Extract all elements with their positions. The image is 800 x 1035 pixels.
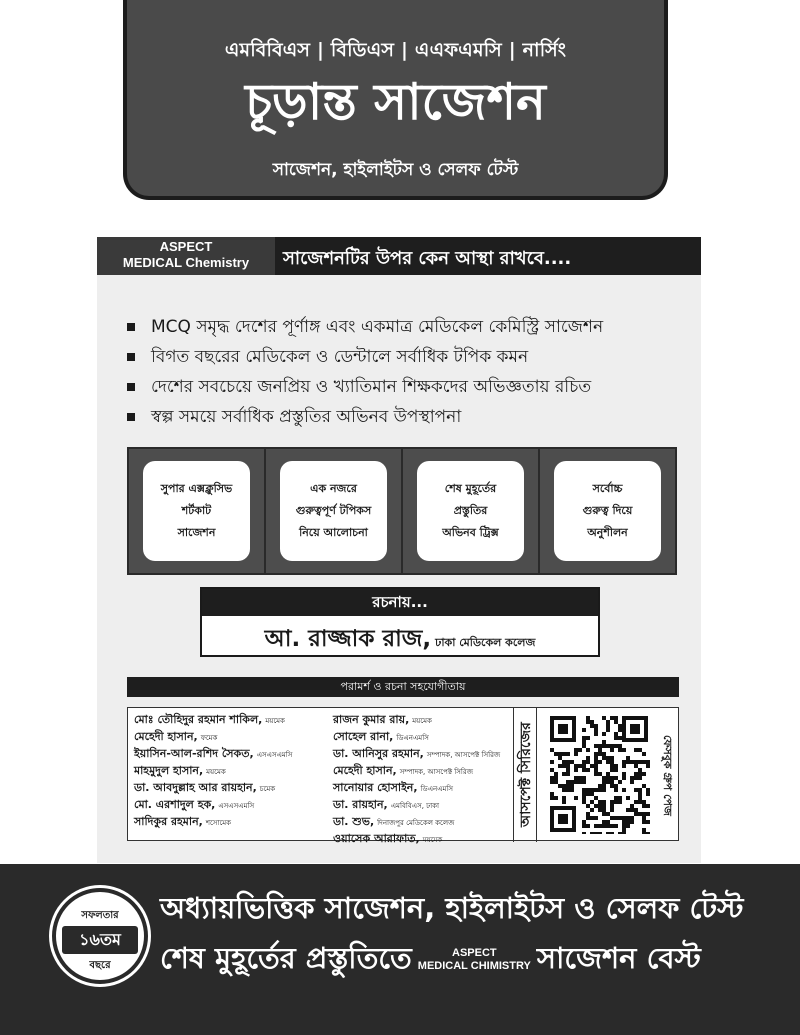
collaborator bbox=[333, 763, 500, 780]
collaborator-name: সোহেল রানা, bbox=[333, 730, 394, 743]
inline-brand-line-1: ASPECT bbox=[452, 947, 497, 959]
collaborator-name: রাজন কুমার রায়, bbox=[333, 713, 410, 726]
collaborator-role: এমবিবিএস, ঢাকা bbox=[390, 802, 440, 810]
collaborator-role: ময়মেক bbox=[265, 717, 285, 725]
collaborators-box bbox=[127, 707, 679, 845]
card-line: সুপার এক্সক্লুসিভ bbox=[160, 482, 233, 495]
collaborator bbox=[333, 797, 500, 814]
feature-item bbox=[127, 312, 687, 342]
highlight-cell bbox=[266, 449, 403, 573]
square-bullet-icon bbox=[127, 323, 135, 331]
collaborator bbox=[333, 746, 500, 763]
author-name: আ. রাজ্জাক রাজ, bbox=[264, 626, 432, 652]
collaborator bbox=[333, 780, 500, 797]
top-banner bbox=[123, 0, 668, 200]
main-panel bbox=[97, 237, 701, 863]
anniversary-badge bbox=[52, 888, 148, 984]
author-heading: রচনায়... bbox=[202, 589, 598, 616]
highlight-cell bbox=[129, 449, 266, 573]
collaborator-role: সম্পাদক, আসপেক্ট সিরিজ bbox=[426, 751, 501, 759]
bottom-line-2-part-1: শেষ মুহূর্তের প্রস্তুতিতে bbox=[160, 941, 412, 975]
feature-text: MCQ সমৃদ্ধ দেশের পূর্ণাঙ্গ এবং একমাত্র মেডিকেল কেমিস্ট্রি সাজেশন bbox=[151, 317, 604, 337]
course-list: এমবিবিএস | বিডিএস | এএফএমসি | নার্সিং bbox=[224, 39, 567, 61]
collaborator-name: সাদিকুর রহমান, bbox=[134, 815, 203, 828]
feature-item bbox=[127, 342, 687, 372]
feature-item bbox=[127, 402, 687, 432]
heading-question: সাজেশনটির উপর কেন আস্থা রাখবে.... bbox=[283, 248, 572, 269]
collaborator bbox=[134, 712, 292, 729]
collaborator bbox=[134, 780, 292, 797]
collaborator bbox=[333, 712, 500, 729]
collaborator-role: ময়মেক bbox=[422, 836, 443, 844]
feature-text: দেশের সবচেয়ে জনপ্রিয় ও খ্যাতিমান শিক্ষকদের অভিজ্ঞতায় রচিত bbox=[151, 377, 592, 397]
card-line: গুরুত্ব দিয়ে bbox=[582, 504, 633, 517]
collaborator-role: এসএসএমসি bbox=[218, 802, 255, 810]
inline-brand bbox=[418, 947, 531, 973]
card-line: গুরুত্বপূর্ণ টপিকস bbox=[295, 504, 372, 517]
card-line: সাজেশন bbox=[177, 526, 216, 539]
card-line: অভিনব ট্রিক্স bbox=[442, 526, 499, 539]
card-line: সর্বোচ্চ bbox=[592, 482, 623, 495]
collaborator bbox=[134, 814, 292, 831]
collaborators-column-2 bbox=[333, 712, 500, 848]
collaborator-name: সানোয়ার হোসাইন, bbox=[333, 781, 418, 794]
facebook-vertical-label: ফেসবুক গ্রুপ পেজ bbox=[661, 734, 674, 816]
banner-subtitle: সাজেশন, হাইলাইটস ও সেলফ টেস্ট bbox=[272, 160, 519, 180]
card-line: শর্টকাট bbox=[181, 504, 212, 517]
collaborator bbox=[134, 729, 292, 746]
highlight-card bbox=[143, 461, 250, 561]
collaborator-role: ময়মেক bbox=[412, 717, 432, 725]
collaborator-role: ময়মেক bbox=[206, 768, 226, 776]
square-bullet-icon bbox=[127, 353, 135, 361]
collaborator-role: ডিএনএমসি bbox=[396, 734, 429, 742]
collaborator-role: ফমেক bbox=[200, 734, 218, 742]
feature-text: স্বল্প সময়ে সর্বাধিক প্রস্তুতির অভিনব উপস্থাপনা bbox=[151, 407, 462, 427]
collaborator bbox=[134, 797, 292, 814]
collaborator bbox=[333, 814, 500, 831]
badge-bottom-text: বছরে bbox=[89, 960, 111, 971]
heading-bar bbox=[97, 237, 701, 275]
collaborator-name: ওয়াসেক আরাফাত, bbox=[333, 832, 420, 845]
collaborator-name: ডা. শুভ, bbox=[333, 815, 375, 828]
collaborator-role: দিনাজপুর মেডিকেল কলেজ bbox=[377, 819, 455, 827]
banner-title: চূড়ান্ত সাজেশন bbox=[245, 73, 546, 131]
collaborator-name: মেহেদী হাসান, bbox=[333, 764, 397, 777]
badge-year: ১৬তম bbox=[62, 926, 138, 954]
inline-brand-line-2: MEDICAL CHIMISTRY bbox=[417, 960, 531, 972]
bottom-band bbox=[0, 864, 800, 1035]
brand-line-1: ASPECT bbox=[159, 239, 213, 254]
bottom-line-2-part-2: সাজেশন বেস্ট bbox=[536, 941, 701, 975]
highlight-cell bbox=[403, 449, 540, 573]
collaborator bbox=[134, 763, 292, 780]
feature-list bbox=[127, 312, 687, 432]
collaborator bbox=[134, 746, 292, 763]
qr-code-icon[interactable] bbox=[548, 714, 650, 834]
highlight-card bbox=[554, 461, 661, 561]
highlight-card bbox=[280, 461, 387, 561]
highlight-cell bbox=[540, 449, 675, 573]
feature-text: বিগত বছরের মেডিকেল ও ডেন্টালে সর্বাধিক টপিক কমন bbox=[151, 347, 529, 367]
collaborators-column-1 bbox=[134, 712, 292, 831]
collaborator-role: চমেক bbox=[259, 785, 276, 793]
collaborator-name: মো. এরশাদুল হক, bbox=[134, 798, 216, 811]
brand-line-2: MEDICAL Chemistry bbox=[122, 255, 250, 270]
card-line: প্রস্তুতির bbox=[453, 504, 488, 517]
collaborator-name: ইয়াসিন-আল-রশিদ সৈকত, bbox=[134, 747, 254, 760]
feature-item bbox=[127, 372, 687, 402]
collaborator bbox=[333, 729, 500, 746]
author-box bbox=[200, 587, 600, 657]
collaborator-name: ডা. আনিসুর রহমান, bbox=[333, 747, 424, 760]
collaborator-name: মোঃ তৌহিদুর রহমান শাকিল, bbox=[134, 713, 263, 726]
badge-top-text: সফলতার bbox=[81, 910, 119, 921]
card-line: এক নজরে bbox=[310, 482, 357, 495]
series-vertical-label: আসপেক্ট সিরিজের bbox=[513, 708, 537, 842]
collaborator-name: মেহেদী হাসান, bbox=[134, 730, 198, 743]
collaborator-name: ডা. রায়হান, bbox=[333, 798, 388, 811]
highlight-card bbox=[417, 461, 524, 561]
author-institution: ঢাকা মেডিকেল কলেজ bbox=[435, 636, 536, 649]
card-line: শেষ মুহূর্তের bbox=[444, 482, 497, 495]
author-line bbox=[202, 616, 598, 659]
collaborator-name: মাহমুদুল হাসান, bbox=[134, 764, 204, 777]
collaborator-role: এসএসএমসি bbox=[256, 751, 293, 759]
collaborator bbox=[333, 831, 500, 848]
brand-tag bbox=[97, 237, 275, 275]
collaborator-role: ডিএনএমসি bbox=[420, 785, 454, 793]
bottom-line-1: অধ্যায়ভিত্তিক সাজেশন, হাইলাইটস ও সেলফ টেস্ট bbox=[160, 891, 744, 925]
collaborator-role: সম্পাদক, আসপেক্ট সিরিজ bbox=[399, 768, 474, 776]
card-line: নিয়ে আলোচনা bbox=[299, 526, 368, 539]
card-line: অনুশীলন bbox=[587, 526, 628, 539]
highlight-boxes bbox=[127, 447, 677, 575]
square-bullet-icon bbox=[127, 413, 135, 421]
collaborator-role: শসোমেক bbox=[205, 819, 232, 827]
square-bullet-icon bbox=[127, 383, 135, 391]
collaborator-name: ডা. আবদুল্লাহ আর রায়হান, bbox=[134, 781, 257, 794]
collaborators-heading: পরামর্শ ও রচনা সহযোগীতায় bbox=[127, 677, 679, 697]
bottom-line-2 bbox=[160, 936, 701, 985]
